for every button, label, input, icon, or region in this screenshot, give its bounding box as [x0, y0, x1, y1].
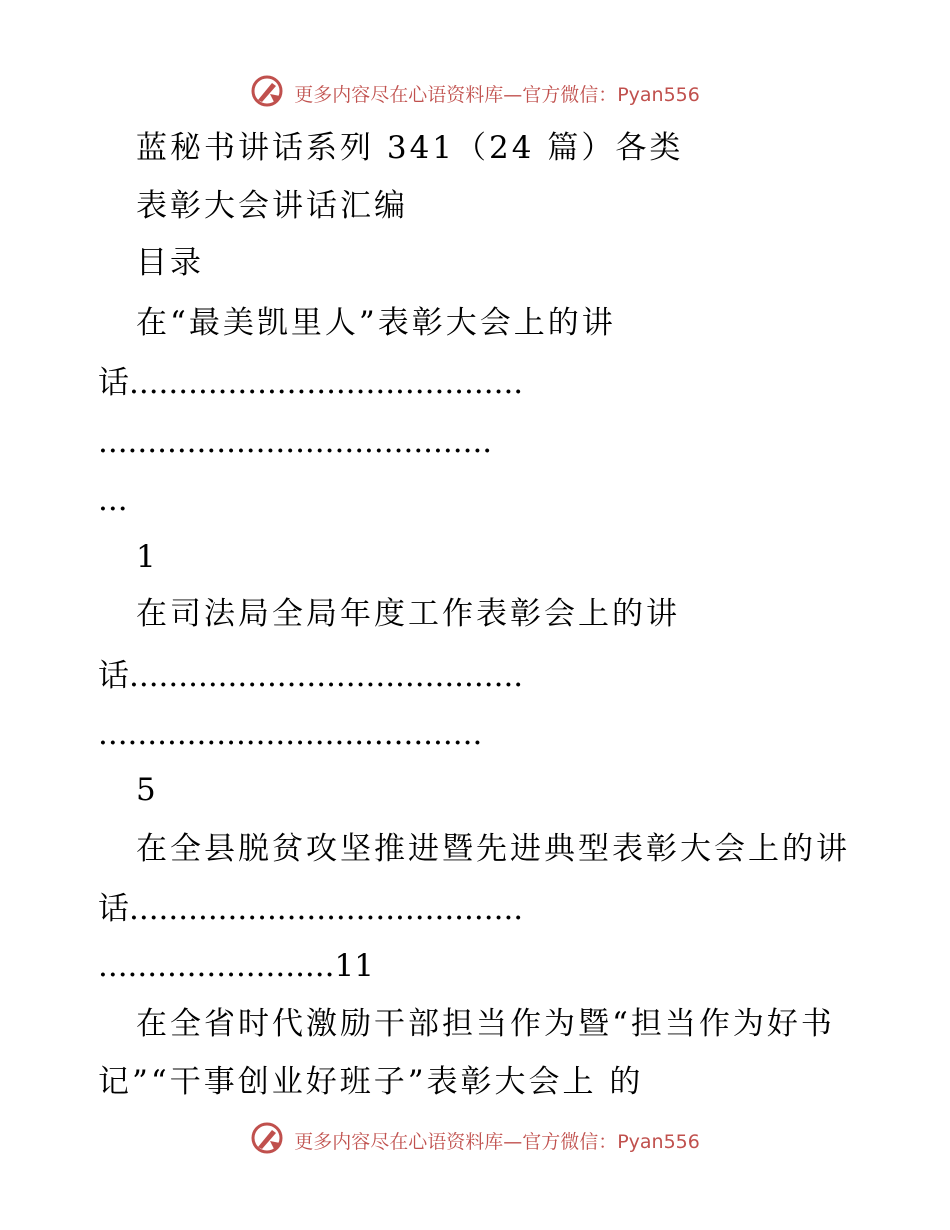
toc-entry-page: 1 [136, 539, 159, 575]
doc-title-line2: 表彰大会讲话汇编 [136, 188, 408, 224]
header-banner [0, 74, 950, 113]
pen-logo-icon [250, 1121, 284, 1160]
toc-entry-leader-with-page: ........................11 [98, 948, 374, 984]
toc-entry-leader: ........................................ [98, 424, 493, 460]
toc-entry-title: 在“最美凯里人”表彰大会上的讲 [136, 305, 616, 341]
toc-heading: 目录 [136, 245, 204, 281]
toc-entry-page: 5 [136, 772, 159, 808]
toc-entry-title: 在全省时代激励干部担当作为暨“担当作为好书 [136, 1006, 835, 1042]
toc-entry-leader: ... [98, 482, 128, 518]
footer-banner [0, 1121, 950, 1160]
toc-entry-leader: ....................................... [98, 716, 483, 752]
toc-entry-leader: 话........................................ [98, 658, 524, 694]
toc-entry-title: 记”“干事创业好班子”表彰大会上 的 [98, 1064, 644, 1100]
toc-entry-leader: 话........................................ [98, 891, 524, 927]
toc-entry-leader: 话........................................ [98, 365, 524, 401]
banner-text: 更多内容尽在心语资料库—官方微信：Pyan556 [294, 1131, 700, 1153]
toc-entry-title: 在全县脱贫攻坚推进暨先进典型表彰大会上的讲 [136, 831, 850, 867]
toc-entry-title: 在司法局全局年度工作表彰会上的讲 [136, 596, 680, 632]
banner-text: 更多内容尽在心语资料库—官方微信：Pyan556 [294, 84, 700, 106]
pen-logo-icon [250, 74, 284, 113]
doc-title-line1: 蓝秘书讲话系列 341（24 篇）各类 [136, 130, 684, 166]
